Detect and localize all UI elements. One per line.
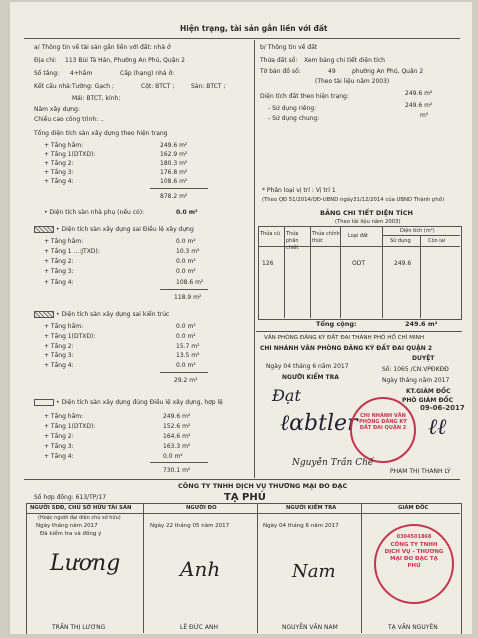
floor-row: + Tầng 3: xyxy=(44,169,74,176)
company-brand: TẠ PHÚ xyxy=(224,492,266,503)
sec1-value: 0.0 m² xyxy=(176,258,196,265)
address-label: Địa chỉ: xyxy=(34,57,57,64)
document-page xyxy=(10,2,472,634)
signature-col-line xyxy=(257,503,258,633)
nam-xd-label: Năm xây dựng: xyxy=(34,106,80,113)
table-col-line xyxy=(310,226,311,318)
sig-col-date: Ngày 04 tháng 6 năm 2017 xyxy=(263,523,339,529)
signature-dat: Đạt xyxy=(272,386,301,405)
signature-table-header-line xyxy=(26,513,460,514)
sec1-value: 0.0 m² xyxy=(176,268,196,275)
title-divider xyxy=(24,38,460,39)
name-pham-thi-thanh-ly: PHẠM THỊ THANH LÝ xyxy=(390,468,451,475)
signature-pho-giam-doc: ℓℓ xyxy=(428,415,447,440)
mai-value: Mái: BTCT, kính; xyxy=(72,95,121,102)
signature-col-0: Lương xyxy=(50,551,121,576)
sum-line xyxy=(150,188,208,189)
floor-value: 162.9 m² xyxy=(160,151,188,158)
sec1-value: 0.0 m² xyxy=(176,238,196,245)
sec2-value: 15.7 m² xyxy=(176,343,200,350)
phan-loai: * Phân loại vị trí : Vị trí 1 xyxy=(262,187,336,194)
sec1-value: 108.6 m² xyxy=(176,279,204,286)
date-stamp: 09-06-2017 xyxy=(420,404,465,412)
swatch-empty xyxy=(34,399,54,406)
chieu-cao-label: Chiều cao công trình: .. xyxy=(34,116,104,123)
floor-row: + Tầng hầm: xyxy=(44,142,84,149)
floors-total: 878.2 m² xyxy=(160,193,188,200)
col-loai: Loại đất xyxy=(348,233,368,239)
col-chinh: Thửa chính thức xyxy=(312,231,340,244)
signature-col-line xyxy=(143,503,144,633)
to-ban-do-place: phường An Phú, Quận 2 xyxy=(352,68,424,75)
to-ban-do-label: Tờ bản đồ số: xyxy=(260,68,301,75)
sec3-value: 0.0 m² xyxy=(163,453,183,460)
sec2-total: 29.2 m² xyxy=(174,377,198,384)
sig-col-head: GIÁM ĐỐC xyxy=(398,505,429,511)
col-thuc: Thửa cũ xyxy=(260,231,280,237)
table-col-line xyxy=(382,226,383,318)
sig-col-sub: (Hoặc người đại diện chủ sở hữu) xyxy=(38,515,121,521)
sig-col-head: NGƯỜI SDĐ, CHỦ SỞ HỮU TÀI SẢN xyxy=(30,505,132,511)
sec2-row: + Tầng 3: xyxy=(44,352,74,359)
table-col-line xyxy=(340,226,341,318)
sec1-label-text: • Diện tích sàn xây dựng sai Điều lệ xây dựng xyxy=(56,226,194,233)
sum-line xyxy=(150,462,208,463)
sec3-row: + Tầng 4: xyxy=(44,453,74,460)
duyet-label: DUYỆT xyxy=(412,355,435,362)
sec1-value: 10.3 m² xyxy=(176,248,200,255)
section-divider xyxy=(256,331,462,332)
hatch-swatch xyxy=(34,311,54,318)
tong-value: 249.6 m² xyxy=(405,320,438,328)
rieng-value: 249.6 m² xyxy=(405,102,433,109)
sec3-value: 163.3 m² xyxy=(163,443,191,450)
tong-label: Tổng cộng: xyxy=(316,320,357,328)
office-line-1: VĂN PHÒNG ĐĂNG KÝ ĐẤT ĐAI THÀNH PHỐ HỒ CHÍ MINH xyxy=(264,335,425,341)
col-dt: Diện tích (m²) xyxy=(400,228,435,234)
left-heading: a/ Thông tin về tài sản gắn liền với đất: nhà ở xyxy=(34,44,171,51)
phu-label: • Diện tích sàn nhà phụ (nếu có): xyxy=(44,209,145,216)
right-heading: b/ Thông tin về đất xyxy=(260,44,318,51)
sig-col-name: TẠ VĂN NGUYÊN xyxy=(388,624,438,631)
chung-value: m² xyxy=(420,112,429,119)
floor-row: + Tầng 4: xyxy=(44,178,74,185)
sec1-label xyxy=(34,226,194,233)
thua-value: Xem bảng chi tiết diện tích xyxy=(304,57,385,64)
so-tang-value: 4+hầm xyxy=(70,70,93,77)
kiem-tra-label: NGƯỜI KIỂM TRA xyxy=(282,374,339,381)
sec1-row: + Tầng hầm: xyxy=(44,238,84,245)
sig-col-head: NGƯỜI ĐO xyxy=(186,505,217,511)
dt-label: Diện tích đất theo hiện trạng: xyxy=(260,93,349,100)
sec2-row: + Tầng 1(DTXD): xyxy=(44,333,96,340)
company-name: CÔNG TY TNHH DỊCH VỤ THƯƠNG MẠI ĐO ĐẠC xyxy=(178,482,348,490)
sig-col-date: Ngày 22 tháng 05 năm 2017 xyxy=(150,523,230,529)
table-cell-thua: 126 xyxy=(262,260,274,267)
column-divider xyxy=(254,40,255,478)
ket-cau-value: Tường: Gạch ; xyxy=(72,83,115,90)
sec3-row: + Tầng 3: xyxy=(44,443,74,450)
table-col-line xyxy=(420,235,421,318)
sec1-row: + Tầng 2: xyxy=(44,258,74,265)
signature-kiem-tra: ℓαbtler xyxy=(280,411,358,436)
sum-line xyxy=(160,289,208,290)
sec3-row: + Tầng 2: xyxy=(44,433,74,440)
address-value: 113 Bùi Tá Hán, Phường An Phú, Quận 2 xyxy=(65,57,185,64)
office-line-2: CHI NHÁNH VĂN PHÒNG ĐĂNG KÝ ĐẤT ĐAI QUẬN 2 xyxy=(260,345,433,352)
sec2-value: 0.0 m² xyxy=(176,333,196,340)
ngay-left: Ngày 04 tháng 6 năm 2017 xyxy=(266,363,349,370)
floor-value: 180.3 m² xyxy=(160,160,188,167)
ngay-right: Ngày tháng năm 2017 xyxy=(382,377,450,384)
signature-col-line xyxy=(361,503,362,633)
sec2-value: 13.5 m² xyxy=(176,352,200,359)
dt-value: 249.6 m² xyxy=(405,90,433,97)
sig-col-head: NGƯỜI KIỂM TRA xyxy=(286,505,337,511)
sec3-row: + Tầng hầm: xyxy=(44,413,84,420)
floor-value: 176.8 m² xyxy=(160,169,188,176)
sig-col-note: Đã kiểm tra và đồng ý xyxy=(40,531,102,537)
phan-loai-note: (Theo QĐ 51/2014/QĐ-UBND ngày31/12/2014 của UBND Thành phố) xyxy=(262,197,445,203)
office-stamp-seal xyxy=(350,397,416,463)
sec2-row: + Tầng hầm: xyxy=(44,323,84,330)
sec2-row: + Tầng 2: xyxy=(44,343,74,350)
company-stamp-seal xyxy=(374,524,454,604)
floor-value: 249.6 m² xyxy=(160,142,188,149)
sec2-row: + Tầng 4: xyxy=(44,362,74,369)
tong-dt-label: Tổng diện tích sàn xây dựng theo hiện trạng xyxy=(34,130,168,137)
floor-row: + Tầng 1(DTXD): xyxy=(44,151,96,158)
sig-col-name: NGUYỄN VĂN NAM xyxy=(282,624,338,631)
page-title: Hiện trạng, tài sản gắn liền với đất xyxy=(180,24,328,33)
sec1-row: + Tầng 1 ...:JTXD): xyxy=(44,248,100,255)
sec1-total: 118.9 m² xyxy=(174,294,202,301)
sec3-row: + Tầng 1(DTXD): xyxy=(44,423,96,430)
col-phan: Thửa phân chiết xyxy=(286,231,299,251)
ket-cau-label: Kết cấu nhà: xyxy=(34,83,72,90)
sig-col-name: LÊ ĐỨC ANH xyxy=(180,624,219,631)
so-number: Số: 1065 /CN.VPĐKĐĐ xyxy=(382,366,449,373)
sec1-row: + Tầng 4: xyxy=(44,279,74,286)
signature-col-2: Nam xyxy=(292,561,336,582)
so-hop-dong: Số hợp đồng: 613/TP/17 xyxy=(34,494,107,501)
hatch-swatch xyxy=(34,226,54,233)
company-stamp-text: CÔNG TY TNHH DỊCH VỤ - THƯƠNG MẠI ĐO ĐẠC TẠ PHÚ xyxy=(384,542,444,569)
cot-value: Cột: BTCT ; xyxy=(141,83,175,90)
sec2-value: 0.0 m² xyxy=(176,323,196,330)
table-cell-loai: ODT xyxy=(352,260,366,267)
rieng-label: - Sử dụng riêng: xyxy=(268,105,317,112)
sum-line xyxy=(160,372,208,373)
table-cell-dt: 249.6 xyxy=(394,260,412,267)
sig-col-date: Ngày tháng năm 2017 xyxy=(36,523,98,529)
pho-giam-doc: PHÓ GIÁM ĐỐC xyxy=(402,397,453,404)
phu-value: 0.0 m² xyxy=(176,209,198,216)
san-value: Sàn: BTCT ; xyxy=(191,83,226,90)
table-title: BẢNG CHI TIẾT DIỆN TÍCH xyxy=(320,209,413,217)
sec3-label xyxy=(34,399,223,406)
sec3-label-text: • Diện tích sàn xây dựng đúng Điều lệ xây dựng, hợp lệ xyxy=(56,399,223,406)
col-con: Còn lại xyxy=(428,238,446,244)
thua-label: Thửa đất số: xyxy=(260,57,298,64)
signature-col-1: Anh xyxy=(180,557,221,581)
floor-row: + Tầng 2: xyxy=(44,160,74,167)
tai-lieu-note: (Theo tài liệu năm 2003) xyxy=(315,78,390,85)
company-divider xyxy=(24,479,460,480)
company-stamp-code: 0304501868 xyxy=(396,534,432,540)
office-stamp-text: CHI NHÁNH VĂN PHÒNG ĐĂNG KÝ ĐẤT ĐAI QUẬN 2 xyxy=(359,413,407,431)
sec2-label-text: • Diện tích sàn xây dựng sai kiến trúc xyxy=(56,311,170,318)
sec2-value: 0.0 m² xyxy=(176,362,196,369)
col-sd: Sử dụng xyxy=(390,238,411,244)
to-ban-do-value: 49 xyxy=(328,68,336,75)
table-sub-header-line xyxy=(382,235,460,236)
cap-hang-label: Cấp (hạng) nhà ở: xyxy=(120,70,175,77)
sig-col-name: TRẦN THỊ LƯƠNG xyxy=(52,624,106,631)
name-nguyen-tran-che: Nguyễn Trần Chế xyxy=(292,458,374,468)
sec3-value: 164.6 m² xyxy=(163,433,191,440)
so-tang-label: Số tầng: xyxy=(34,70,60,77)
kt-giam-doc: KT.GIÁM ĐỐC xyxy=(406,388,451,395)
sec1-row: + Tầng 3: xyxy=(44,268,74,275)
table-col-line xyxy=(284,226,285,318)
sec3-value: 249.6 m² xyxy=(163,413,191,420)
table-subtitle: (Theo tài liệu năm 2003) xyxy=(335,219,401,225)
floor-value: 108.6 m² xyxy=(160,178,188,185)
chung-label: - Sử dụng chung: xyxy=(268,115,320,122)
sec2-label xyxy=(34,311,169,318)
sec3-total: 730.1 m² xyxy=(163,467,191,474)
sec3-value: 152.6 m² xyxy=(163,423,191,430)
